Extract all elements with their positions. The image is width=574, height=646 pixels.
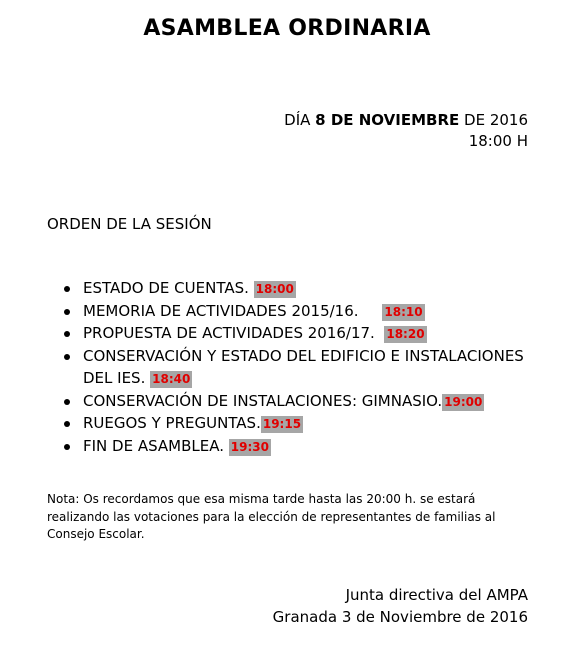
bullet-icon [64, 309, 70, 315]
meeting-date-block [284, 110, 528, 152]
agenda-item-time: 18:40 [152, 372, 191, 386]
bullet-icon [64, 331, 70, 337]
agenda-item [64, 300, 524, 323]
agenda-item-text: MEMORIA DE ACTIVIDADES 2015/16. [83, 301, 383, 320]
agenda-item-time: 19:00 [444, 394, 483, 409]
bullet-icon [64, 421, 70, 427]
signature-place-date: Granada 3 de Noviembre de 2016 [272, 608, 528, 626]
agenda-item-text: CONSERVACIÓN Y ESTADO DEL EDIFICIO E INSTALACIONES DEL IES. [83, 346, 524, 387]
agenda-item [64, 412, 524, 435]
agenda-item-time: 18:10 [384, 304, 423, 319]
agenda-item-time: 19:30 [230, 439, 269, 454]
date-day-month: 8 DE NOVIEMBRE [315, 111, 460, 129]
bullet-icon [64, 444, 70, 450]
signature-block [273, 584, 528, 628]
bullet-icon [64, 286, 70, 292]
agenda-item-text: FIN DE ASAMBLEA. [83, 436, 229, 455]
bullet-icon [64, 354, 70, 360]
meeting-date [284, 110, 528, 131]
agenda-item [64, 435, 524, 458]
agenda-item-text: RUEGOS Y PREGUNTAS. [83, 414, 261, 432]
agenda-item-time: 18:20 [386, 327, 425, 341]
agenda-item-text: PROPUESTA DE ACTIVIDADES 2016/17. [83, 324, 385, 342]
meeting-time: 18:00 H [468, 132, 528, 150]
agenda-item-text: CONSERVACIÓN DE INSTALACIONES: GIMNASIO. [83, 391, 443, 410]
agenda-item [64, 345, 524, 390]
agenda-item-text: ESTADO DE CUENTAS. [83, 279, 254, 297]
agenda-item-time: 18:00 [255, 282, 294, 296]
signature-author: Junta directiva del AMPA [345, 586, 528, 604]
agenda-item [64, 277, 524, 300]
date-year: DE 2016 [459, 111, 528, 129]
bullet-icon [64, 399, 70, 405]
agenda-item-time: 19:15 [262, 417, 302, 431]
date-prefix: DÍA [284, 111, 316, 129]
note-paragraph: Nota: Os recordamos que esa misma tarde hasta las 20:00 h. se estará realizando las votaciones para la elección de representantes de familias al Consejo Escolar. [47, 492, 496, 541]
agenda-item [64, 390, 524, 413]
section-heading: ORDEN DE LA SESIÓN [47, 215, 212, 233]
agenda-item [64, 322, 524, 345]
document-title: ASAMBLEA ORDINARIA [143, 16, 431, 41]
agenda-list [64, 277, 524, 457]
